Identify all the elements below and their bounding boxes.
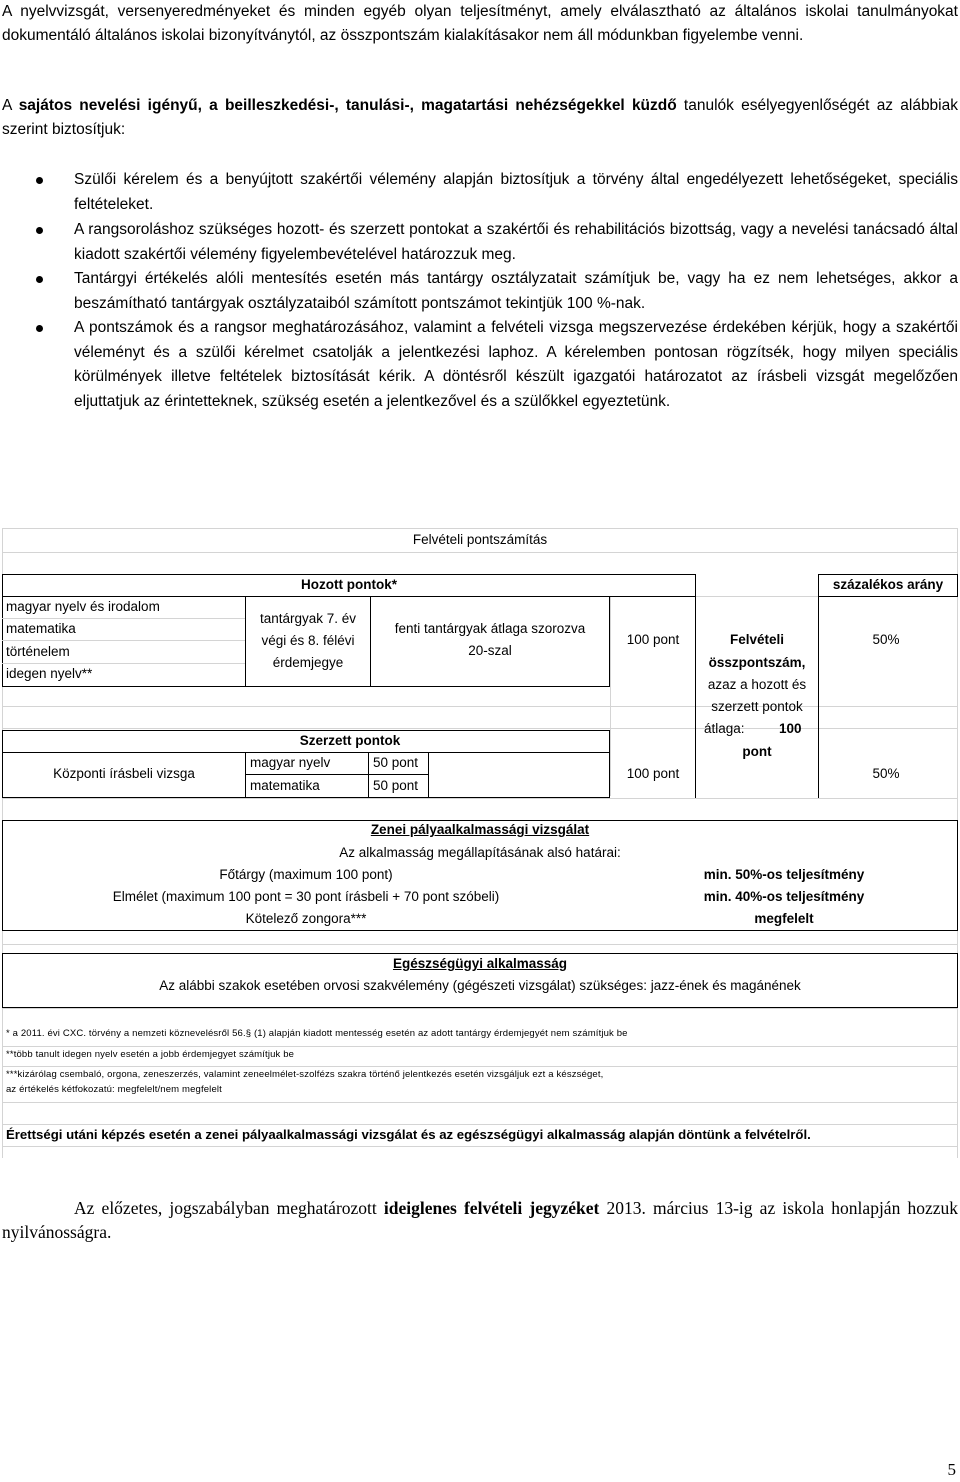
- closing-prefix: Az előzetes, jogszabályban meghatározott: [74, 1198, 384, 1218]
- subject-hungarian: magyar nyelv és irodalom: [6, 599, 160, 614]
- grade-desc-2: végi és 8. félévi: [261, 633, 355, 648]
- szerzett-percent: 50%: [872, 766, 900, 781]
- bullet-text: A rangsoroláshoz szükséges hozott- és szerzett pontokat a szakértői és rehabilitációs bizottság, vagy a nevelési tanácsadó által kiadott szakértői vélemény figyelembevételével határozzuk meg.: [74, 221, 958, 263]
- health-header: Egészségügyi alkalmasság: [392, 956, 568, 971]
- felveteli-avg-value: 100: [779, 721, 802, 736]
- final-note: Érettségi utáni képzés esetén a zenei pályaalkalmassági vizsgálat és az egészségügyi alkalmasság alapján döntünk a felvételről.: [6, 1127, 811, 1142]
- music-row-label: Főtárgy (maximum 100 pont): [219, 867, 393, 882]
- closing-bold: ideiglenes felvételi jegyzéket: [383, 1198, 600, 1218]
- page-number: 5: [947, 1460, 956, 1479]
- exam-points-hungarian: 50 pont: [373, 755, 419, 770]
- subject-history: történelem: [6, 644, 70, 659]
- music-row-value: megfelelt: [754, 911, 814, 926]
- music-row-value: min. 50%-os teljesítmény: [703, 867, 865, 882]
- bullet-text: Tantárgyi értékelés alóli mentesítés esetén más tantárgy osztályzatait számítjuk be, vagy ha ez nem lehetséges, akkor a beszámítható tantárgyak osztályzataiból számított pontszámot tekintjük 100 %-nak.: [74, 270, 958, 312]
- music-row-value: min. 40%-os teljesítmény: [703, 889, 865, 904]
- closing-paragraph: [2, 1196, 958, 1244]
- intro-paragraph: A nyelvvizsgát, versenyeredményeket és minden egyéb olyan teljesítményt, amely elválasztható az általános iskolai tanulmányokat dokumentáló általános iskolai bizonyítványtól, az összpontszám kialakításakor nem áll módunkban figyelembe venni.: [2, 3, 958, 44]
- table-title: Felvételi pontszámítás: [412, 532, 548, 547]
- bullet-icon: [36, 276, 43, 283]
- avg-desc-2: 20-szal: [468, 643, 512, 658]
- felveteli-desc-2: szerzett pontok: [711, 699, 803, 714]
- bullet-icon: [36, 325, 43, 332]
- exam-label: Központi írásbeli vizsga: [53, 766, 195, 781]
- grade-desc-3: érdemjegye: [272, 655, 344, 670]
- subject-foreign-language: idegen nyelv**: [6, 666, 93, 681]
- avg-desc-1: fenti tantárgyak átlaga szorozva: [394, 621, 586, 636]
- bullet-text: Szülői kérelem és a benyújtott szakértői vélemény alapján biztosítjuk a törvény által engedélyezett lehetőségeket, speciális feltételeket.: [74, 171, 958, 213]
- sen-suffix: tanulók esélyegyenlőségét az alábbiak szerint biztosítjuk:: [2, 97, 958, 138]
- health-text: Az alábbi szakok esetében orvosi szakvélemény (gégészeti vizsgálat) szükséges: jazz-ének és magánének: [159, 978, 801, 993]
- music-row-label: Elmélet (maximum 100 pont = 30 pont írásbeli + 70 pont szóbeli): [112, 889, 500, 904]
- bullet-text: A pontszámok és a rangsor meghatározásához, valamint a felvételi vizsga megszervezése érdekében kérjük, hogy a szakértői véleményt és a szülői kérelmet csatolják a jelentkezési laphoz. A kérelemben pontosan rögzítsék, hogy milyen speciális körülmények illetve feltételek biztosítását kérik. A döntésről készült igazgatói határozatot az írásbeli vizsgát megelőzően eljuttatjuk az érintetteknek, szükség esetén a jelentkezővel és a szülőkkel egyeztetünk.: [74, 319, 958, 410]
- felveteli-avg-label: átlaga:: [704, 721, 745, 736]
- footnote-1: * a 2011. évi CXC. törvény a nemzeti köznevelésről 56.§ (1) alapján kiadott mentesség esetén az adott tantárgy érdemjegyét nem számítjuk be: [6, 1028, 628, 1039]
- music-header: Zenei pályaalkalmassági vizsgálat: [370, 822, 590, 837]
- bullet-icon: [36, 177, 43, 184]
- felveteli-avg-unit: pont: [742, 744, 772, 759]
- hozott-points: 100 pont: [626, 632, 680, 647]
- exam-subject-hungarian: magyar nyelv: [250, 755, 331, 770]
- music-subheader: Az alkalmasság megállapításának alsó határai:: [339, 845, 621, 860]
- felveteli-label-1: Felvételi: [729, 632, 785, 647]
- music-row-label: Kötelező zongora***: [245, 911, 367, 926]
- hozott-percent: 50%: [872, 632, 900, 647]
- hozott-header: Hozott pontok*: [301, 577, 397, 592]
- grade-desc-1: tantárgyak 7. év: [259, 611, 357, 626]
- szerzett-header: Szerzett pontok: [299, 733, 401, 748]
- closing-suffix: 2013. március 13-ig az iskola honlapján hozzuk nyilvánosságra.: [2, 1198, 958, 1242]
- sen-paragraph: [2, 94, 958, 142]
- footnote-3: ***kizárólag csembaló, orgona, zeneszerzés, valamint zeneelmélet-szolfézs szakra történő jelentkezés esetén vizsgáljuk ezt a készséget,: [6, 1069, 604, 1080]
- szerzett-points: 100 pont: [626, 766, 680, 781]
- felveteli-desc-1: azaz a hozott és: [707, 677, 807, 692]
- percent-header: százalékos arány: [832, 577, 944, 592]
- subject-math: matematika: [6, 621, 76, 636]
- sen-bold: sajátos nevelési igényű, a beilleszkedési-, tanulási-, magatartási nehézségekkel küzdő: [18, 97, 677, 114]
- exam-points-math: 50 pont: [373, 778, 419, 793]
- footnote-2: **több tanult idegen nyelv esetén a jobb érdemjegyet számítjuk be: [6, 1049, 295, 1060]
- sen-prefix: A: [2, 97, 19, 114]
- felveteli-label-2: összpontszám,: [708, 655, 806, 670]
- exam-subject-math: matematika: [250, 778, 320, 793]
- bullet-icon: [36, 227, 43, 234]
- footnote-4: az értékelés kétfokozatú: megfelelt/nem megfelelt: [6, 1084, 222, 1095]
